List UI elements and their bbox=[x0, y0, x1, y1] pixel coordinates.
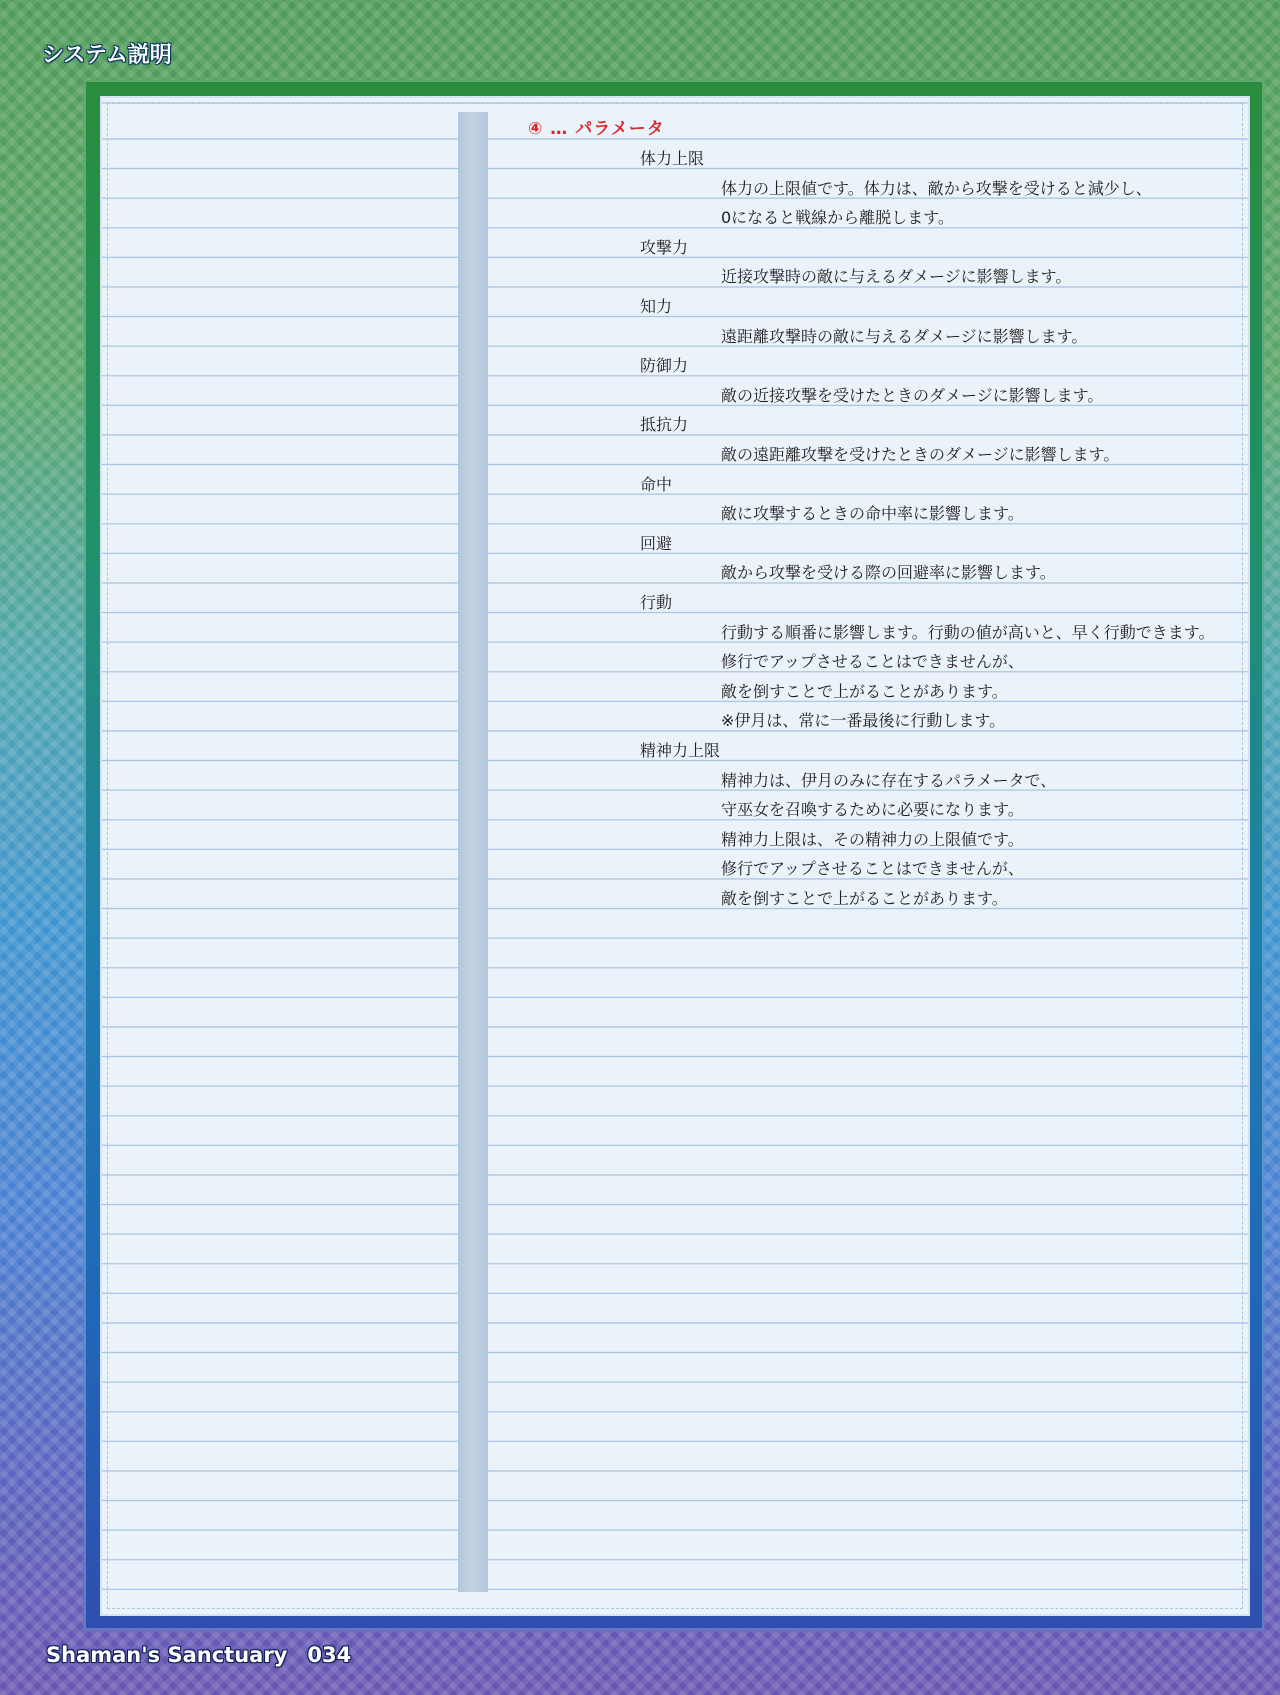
parameter-description-line: 修行でアップさせることはできませんが、 bbox=[721, 859, 1024, 878]
parameter-description-line: 敵の近接攻撃を受けたときのダメージに影響します。 bbox=[721, 386, 1104, 405]
parameter-description-line: 遠距離攻撃時の敵に与えるダメージに影響します。 bbox=[721, 327, 1088, 346]
parameter-name: 攻撃力 bbox=[640, 238, 689, 257]
column-divider bbox=[458, 112, 488, 1592]
parameter-description-line: 精神力上限は、その精神力の上限値です。 bbox=[721, 830, 1024, 849]
parameter-name: 行動 bbox=[640, 593, 673, 612]
parameter-description-line: 修行でアップさせることはできませんが、 bbox=[721, 652, 1024, 671]
parameter-description-line: 近接攻撃時の敵に与えるダメージに影響します。 bbox=[721, 267, 1072, 286]
page-section-title: システム説明 bbox=[42, 43, 172, 68]
parameter-description-line: 敵から攻撃を受ける際の回避率に影響します。 bbox=[721, 563, 1056, 582]
page-footer bbox=[46, 1643, 351, 1667]
page-number: 034 bbox=[307, 1643, 352, 1667]
parameter-description-line: 敵の遠距離攻撃を受けたときのダメージに影響します。 bbox=[721, 445, 1120, 464]
parameter-description-line: 精神力は、伊月のみに存在するパラメータで、 bbox=[721, 771, 1057, 790]
parameter-name: 知力 bbox=[640, 297, 673, 316]
parameter-description-line: 守巫女を召喚するために必要になります。 bbox=[721, 800, 1024, 819]
parameter-name: 体力上限 bbox=[640, 149, 705, 168]
parameter-description-line: 0になると戦線から離脱します。 bbox=[721, 208, 954, 227]
parameter-description-line: 行動する順番に影響します。行動の値が高いと、早く行動できます。 bbox=[721, 623, 1215, 642]
section-heading: ④ … パラメータ bbox=[528, 119, 665, 139]
parameter-description-line: 敵を倒すことで上がることがあります。 bbox=[721, 682, 1008, 701]
parameter-name: 回避 bbox=[640, 534, 673, 553]
parameter-description-line: 体力の上限値です。体力は、敵から攻撃を受けると減少し、 bbox=[721, 179, 1152, 198]
parameter-name: 抵抗力 bbox=[640, 415, 689, 434]
parameter-description-line: 敵を倒すことで上がることがあります。 bbox=[721, 889, 1008, 908]
footer-title: Shaman's Sanctuary bbox=[46, 1643, 288, 1667]
parameter-name: 命中 bbox=[640, 475, 673, 494]
parameter-description-line: 敵に攻撃するときの命中率に影響します。 bbox=[721, 504, 1024, 523]
parameter-name: 防御力 bbox=[640, 356, 689, 375]
parameter-name: 精神力上限 bbox=[640, 741, 721, 760]
parameter-description-line: ※伊月は、常に一番最後に行動します。 bbox=[721, 711, 1006, 730]
